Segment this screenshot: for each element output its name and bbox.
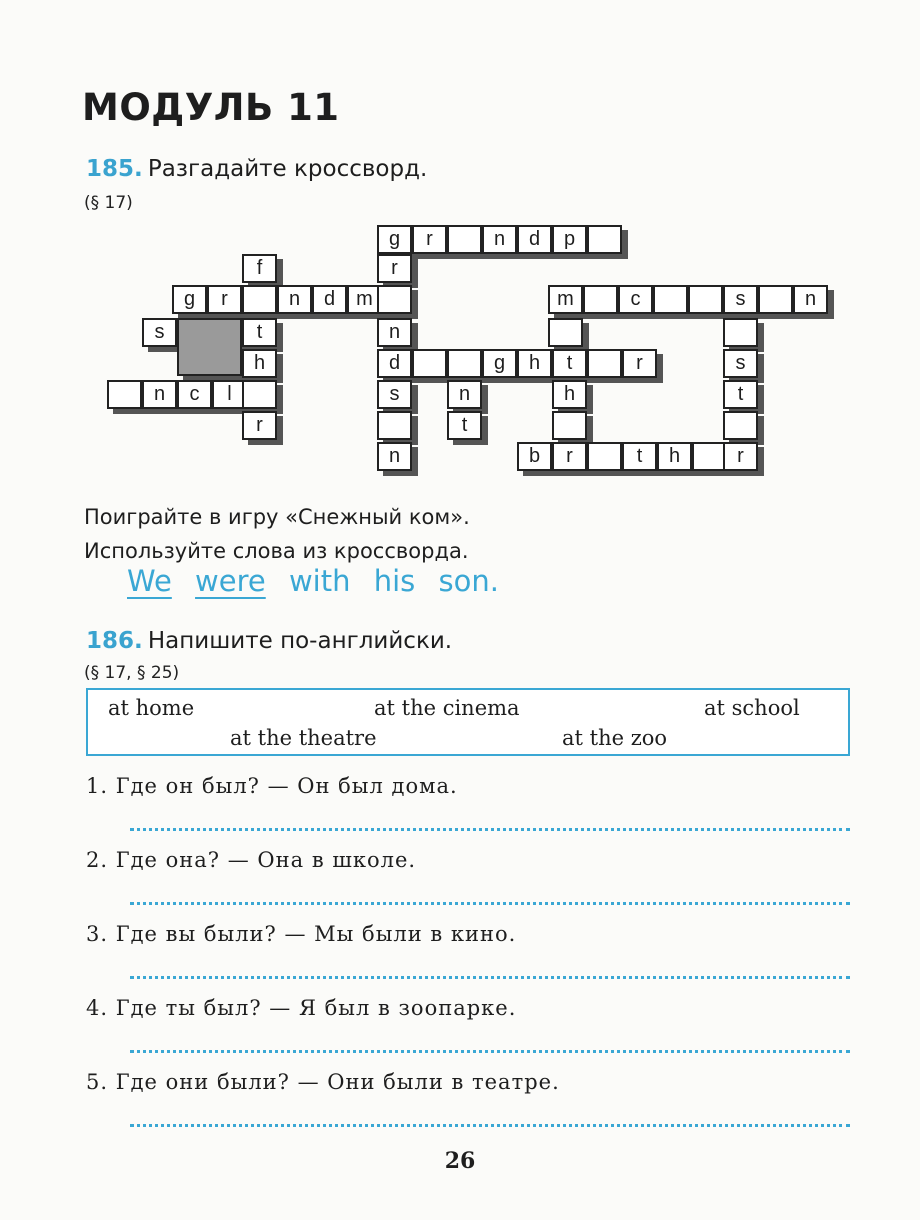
crossword-cell[interactable]: t [242, 318, 277, 347]
answer-line-5[interactable] [130, 1124, 850, 1127]
exercise-185-heading [86, 156, 427, 182]
snowball-word: We [127, 564, 172, 598]
crossword-cell[interactable] [587, 442, 622, 471]
exercise-186-heading [86, 628, 452, 654]
crossword-cell[interactable] [723, 318, 758, 347]
crossword-cell[interactable]: m [548, 285, 583, 314]
crossword-cell[interactable]: t [723, 380, 758, 409]
crossword-cell[interactable]: g [172, 285, 207, 314]
crossword-cell[interactable] [583, 285, 618, 314]
crossword-cell[interactable]: p [552, 225, 587, 254]
task-line: Используйте слова из кроссворда. [84, 539, 469, 563]
crossword-cell[interactable] [758, 285, 793, 314]
crossword-cell[interactable]: n [142, 380, 177, 409]
crossword-cell[interactable]: d [377, 349, 412, 378]
crossword-cell[interactable]: d [517, 225, 552, 254]
snowball-word: were [195, 564, 266, 598]
snowball-word: with [288, 564, 351, 598]
crossword-cell[interactable]: s [142, 318, 177, 347]
word-bank-item: at the zoo [562, 726, 668, 750]
crossword-cell[interactable]: g [482, 349, 517, 378]
crossword-cell[interactable]: g [377, 225, 412, 254]
crossword-cell[interactable] [688, 285, 723, 314]
crossword-cell[interactable]: t [447, 411, 482, 440]
crossword-cell[interactable]: l [212, 380, 247, 409]
exercise-number: 185. [86, 156, 143, 182]
exercise-186-reference: (§ 17, § 25) [84, 663, 180, 683]
crossword-cell[interactable] [692, 442, 727, 471]
question-5: 5. Где они были? — Они были в театре. [86, 1070, 560, 1094]
exercise-title: Напишите по-английски. [147, 628, 453, 654]
exercise-185-task [84, 500, 470, 568]
crossword-cell[interactable]: n [377, 318, 412, 347]
crossword-cell[interactable]: r [207, 285, 242, 314]
crossword-cell[interactable]: m [347, 285, 382, 314]
crossword-cell[interactable]: s [377, 380, 412, 409]
crossword-cell[interactable]: r [242, 411, 277, 440]
crossword-cell[interactable] [242, 380, 277, 409]
crossword-cell[interactable]: b [517, 442, 552, 471]
crossword-cell[interactable]: h [517, 349, 552, 378]
crossword-cell[interactable] [107, 380, 142, 409]
crossword-cell[interactable]: h [657, 442, 692, 471]
crossword-cell[interactable]: n [447, 380, 482, 409]
question-2: 2. Где она? — Она в школе. [86, 848, 417, 872]
crossword-cell[interactable] [548, 318, 583, 347]
crossword-cell[interactable] [587, 349, 622, 378]
snowball-example [127, 564, 513, 598]
answer-line-2[interactable] [130, 902, 850, 905]
crossword-cell[interactable]: n [482, 225, 517, 254]
crossword-cell[interactable]: r [377, 254, 412, 283]
exercise-185-reference: (§ 17) [84, 193, 133, 213]
shaded-block [177, 318, 242, 376]
word-bank-item: at school [704, 696, 800, 720]
crossword-cell[interactable]: n [377, 442, 412, 471]
crossword-cell[interactable] [447, 349, 482, 378]
exercise-number: 186. [86, 628, 143, 654]
exercise-title: Разгадайте кроссворд. [147, 156, 428, 182]
crossword-cell[interactable]: t [552, 349, 587, 378]
question-3: 3. Где вы были? — Мы были в кино. [86, 922, 517, 946]
crossword-cell[interactable]: t [622, 442, 657, 471]
crossword-cell[interactable]: r [723, 442, 758, 471]
word-bank [86, 688, 850, 756]
module-title: МОДУЛЬ 11 [82, 86, 340, 129]
snowball-word: his [373, 564, 416, 598]
crossword-cell[interactable]: n [793, 285, 828, 314]
question-4: 4. Где ты был? — Я был в зоопарке. [86, 996, 517, 1020]
crossword-cell[interactable]: h [552, 380, 587, 409]
crossword-cell[interactable]: c [618, 285, 653, 314]
crossword-cell[interactable] [377, 285, 412, 314]
word-bank-item: at home [108, 696, 195, 720]
crossword-cell[interactable]: r [552, 442, 587, 471]
word-bank-item: at the theatre [230, 726, 377, 750]
crossword-cell[interactable]: r [412, 225, 447, 254]
crossword-cell[interactable] [412, 349, 447, 378]
snowball-word: son. [438, 564, 499, 598]
crossword-cell[interactable]: s [723, 285, 758, 314]
word-bank-item: at the cinema [374, 696, 520, 720]
answer-line-4[interactable] [130, 1050, 850, 1053]
crossword-cell[interactable]: s [723, 349, 758, 378]
question-1: 1. Где он был? — Он был дома. [86, 774, 458, 798]
answer-line-1[interactable] [130, 828, 850, 831]
crossword-cell[interactable]: r [622, 349, 657, 378]
task-line: Поиграйте в игру «Снежный ком». [84, 505, 470, 529]
page-number: 26 [444, 1148, 476, 1174]
crossword-cell[interactable]: h [242, 349, 277, 378]
crossword-cell[interactable] [723, 411, 758, 440]
crossword-cell[interactable]: n [277, 285, 312, 314]
crossword-cell[interactable] [587, 225, 622, 254]
crossword-cell[interactable] [377, 411, 412, 440]
crossword-cell[interactable] [447, 225, 482, 254]
answer-line-3[interactable] [130, 976, 850, 979]
crossword-cell[interactable] [242, 285, 277, 314]
crossword-cell[interactable]: d [312, 285, 347, 314]
crossword-cell[interactable] [552, 411, 587, 440]
crossword-cell[interactable]: c [177, 380, 212, 409]
crossword-cell[interactable] [653, 285, 688, 314]
crossword-cell[interactable]: f [242, 254, 277, 283]
